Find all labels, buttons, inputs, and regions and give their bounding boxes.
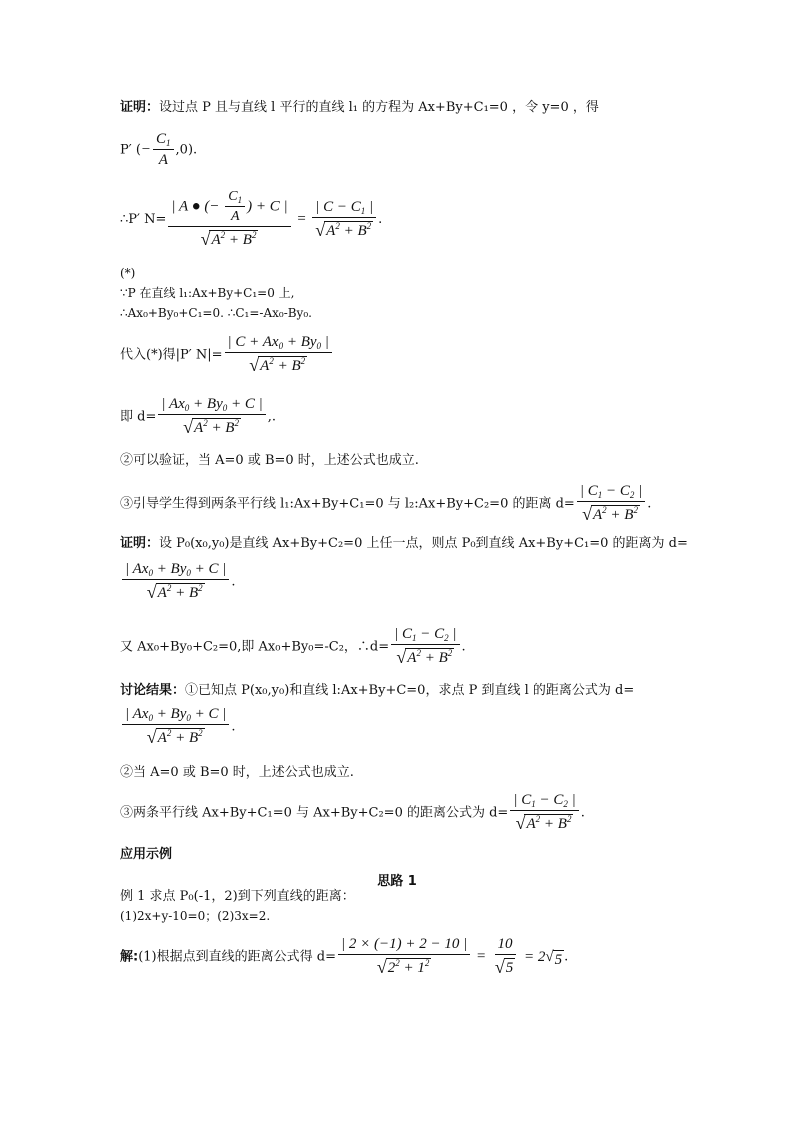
fraction-you: | $C_1 - C_2$ | √ $A^2 + B^2$ xyxy=(391,627,459,667)
ji-line xyxy=(120,397,276,437)
pn-prefix: ∴P′ N= xyxy=(120,212,167,227)
ji-suffix: ,. xyxy=(267,409,277,425)
guide-line: ③引导学生得到两条平行线 l₁:Ax+By+C₁=0 与 l₂:Ax+By+C₂=0 的距离 d= | $C_1 - C_2$ | √ $A^2 + B^2$ . xyxy=(120,483,652,524)
proof2-text: 设 P₀(x₀,y₀)是直线 Ax+By+C₂=0 上任一点，则点 P₀到直线 Ax+By+C₁=0 的距离为 d= xyxy=(159,536,688,551)
example1-parts: (1)2x+y-10=0；(2)3x=2. xyxy=(120,909,271,923)
proof-label: 证明： xyxy=(120,100,160,115)
fraction-pn-right: | $C - C_1$ | √ $A^2 + B^2$ xyxy=(312,200,376,240)
discussion-label: 讨论结果： xyxy=(120,683,186,698)
you-prefix: 又 Ax₀+By₀+C₂=0,即 Ax₀+By₀=-C₂，∴d= xyxy=(120,639,390,655)
pn-formula: ∴P′ N= | A ● (− $\frac{C_1}{A}$ ) + C | √ $A^2 + B^2$ = | $C - C_1$ | √ $A^2 + B^2$ . xyxy=(120,189,383,249)
proof2-formula: | $Ax_0 + By_0 + C$ | √ $A^2 + B^2$ . xyxy=(120,562,236,602)
proof2-label: 证明： xyxy=(120,536,160,551)
verify-line: ②可以验证，当 A=0 或 B=0 时，上述公式也成立. xyxy=(120,453,419,468)
pprime-prefix: P′ ( xyxy=(120,142,141,158)
fraction-discuss3: | $C_1 - C_2$ | √ $A^2 + B^2$ xyxy=(510,793,578,833)
substitute-prefix: 代入(*)得|P′ N|= xyxy=(120,347,223,363)
proof-paragraph-2 xyxy=(120,537,688,550)
solution-line: 解:(1)根据点到直线的距离公式得 d= | 2 × (−1) + 2 − 10 | √ $2^2 + 1^2$ = 10 √ 5 = 2 √ 5 . xyxy=(120,936,569,977)
fraction-distance: | $Ax_0 + By_0 + C$ | √ $A^2 + B^2$ xyxy=(158,397,265,437)
fraction-10-root5: 10 √ 5 xyxy=(492,937,518,977)
proof-paragraph-1 xyxy=(120,101,599,114)
discuss3-line: ③两条平行线 Ax+By+C₁=0 与 Ax+By+C₂=0 的距离公式为 d= | $C_1 - C_2$ | √ $A^2 + B^2$ . xyxy=(120,792,585,833)
guide-text: ③引导学生得到两条平行线 l₁:Ax+By+C₁=0 与 l₂:Ax+By+C₂=0 的距离 d= xyxy=(120,496,575,512)
substitute-line xyxy=(120,335,334,375)
discussion-formula: | $Ax_0 + By_0 + C$ | √ $A^2 + B^2$ . xyxy=(120,707,236,747)
fraction-solution: | 2 × (−1) + 2 − 10 | √ $2^2 + 1^2$ xyxy=(338,937,470,977)
you-line: 又 Ax₀+By₀+C₂=0,即 Ax₀+By₀=-C₂，∴d= | $C_1 - C_2$ | √ $A^2 + B^2$ . xyxy=(120,626,466,667)
section-title: 应用示例 xyxy=(120,847,173,862)
proof-text: 设过点 P 且与直线 l 平行的直线 l₁ 的方程为 Ax+By+C₁=0 ，令 y=0 ，得 xyxy=(159,100,599,115)
fraction-parallel-distance: | $C_1 - C_2$ | √ $A^2 + B^2$ xyxy=(577,484,645,524)
fraction-pn-left: | A ● (− $\frac{C_1}{A}$ ) + C | √ $A^2 + B^2$ xyxy=(168,190,290,249)
solution-label: 解: xyxy=(120,949,139,965)
discuss2-line: ②当 A=0 或 B=0 时，上述公式也成立. xyxy=(120,765,354,780)
pprime-line: P′ (− $\frac{C_1}{A}$ ,0). xyxy=(120,131,198,168)
example1-line: 例 1 求点 P₀(-1，2)到下列直线的距离： xyxy=(120,889,355,904)
fraction-proof2: | $Ax_0 + By_0 + C$ | √ $A^2 + B^2$ xyxy=(122,562,229,602)
fraction-substitute: | $C + Ax_0 + By_0$ | √ $A^2 + B^2$ xyxy=(225,335,332,375)
discuss3-text: ③两条平行线 Ax+By+C₁=0 与 Ax+By+C₂=0 的距离公式为 d= xyxy=(120,805,509,821)
idea-title: 思路 1 xyxy=(377,874,417,889)
fraction-c1-over-a: $\frac{C_1}{A}$ xyxy=(153,132,174,168)
pprime-suffix: ,0). xyxy=(175,142,198,158)
star-mark: (*) xyxy=(120,266,136,280)
solution-text: (1)根据点到直线的距离公式得 d= xyxy=(138,949,336,965)
discussion-paragraph xyxy=(120,684,634,697)
since-line: ∵P 在直线 l₁:Ax+By+C₁=0 上, xyxy=(120,286,295,300)
ji-prefix: 即 d= xyxy=(120,409,157,425)
discussion-text: ①已知点 P(x₀,y₀)和直线 l:Ax+By+C=0，求点 P 到直线 l 的距离公式为 d= xyxy=(185,683,635,698)
fraction-discussion: | $Ax_0 + By_0 + C$ | √ $A^2 + B^2$ xyxy=(122,707,229,747)
therefore-line: ∴Ax₀+By₀+C₁=0. ∴C₁=-Ax₀-By₀. xyxy=(120,306,312,320)
